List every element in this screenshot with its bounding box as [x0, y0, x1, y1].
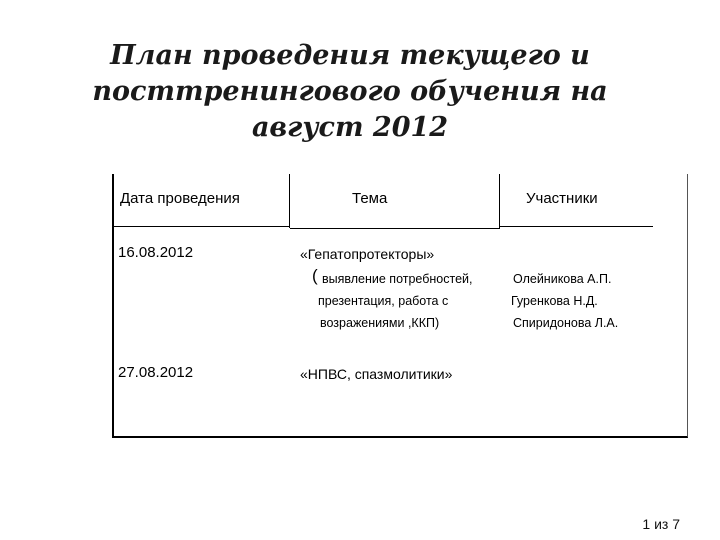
row-1-participant-2: Гуренкова Н.Д.	[511, 294, 598, 308]
title-line-2: посттренингового обучения на	[92, 76, 608, 107]
column-tick-2	[499, 174, 500, 228]
header-date: Дата проведения	[120, 190, 240, 207]
header-topic: Тема	[352, 190, 388, 207]
row-2-date: 27.08.2012	[118, 364, 194, 381]
row-1-date: 16.08.2012	[118, 244, 194, 261]
row-1-details-paren: (	[312, 266, 318, 285]
column-tick-1	[289, 174, 290, 228]
header-rule-middle	[290, 228, 500, 229]
row-1-detail-3: возражениями ,ККП)	[320, 316, 440, 330]
row-2-topic: «НПВС, спазмолитики»	[300, 366, 453, 382]
header-rule-right	[500, 226, 653, 227]
row-1-topic: «Гепатопротекторы»	[300, 246, 435, 262]
row-1-detail-1: выявление потребностей,	[322, 272, 473, 286]
row-1-detail-2: презентация, работа с	[318, 294, 449, 308]
document-title	[70, 38, 630, 146]
row-1-participant-1: Олейникова А.П.	[513, 272, 612, 286]
page-indicator: 1 из 7	[642, 516, 680, 532]
header-participants: Участники	[526, 190, 598, 207]
title-line-1: План проведения текущего и	[110, 40, 590, 71]
header-rule-left	[112, 226, 290, 227]
title-line-3: август 2012	[251, 112, 449, 143]
row-1-participant-3: Спиридонова Л.А.	[513, 316, 619, 330]
